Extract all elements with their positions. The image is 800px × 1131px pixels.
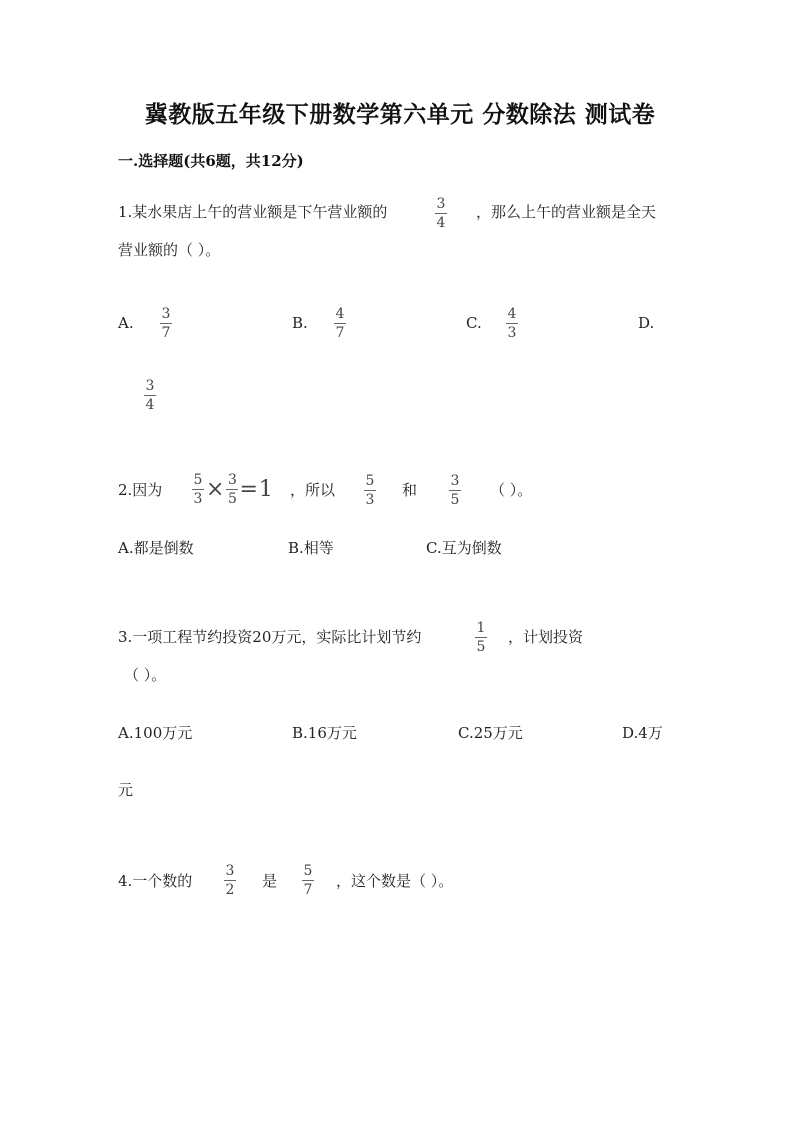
question-2-text-mid2: 和	[402, 481, 418, 499]
question-4-text-prefix: 4.一个数的	[118, 872, 193, 890]
question-2-equation	[192, 472, 273, 507]
page-title: 冀教版五年级下册数学第六单元 分数除法 测试卷	[144, 101, 656, 128]
question-4-fraction-2	[302, 863, 314, 898]
fraction-numerator: 3	[436, 196, 446, 212]
fraction-bar	[475, 637, 487, 638]
fraction-numerator: 1	[476, 620, 486, 636]
question-3-text-suffix: ，计划投资	[508, 628, 584, 646]
equation-fraction-2	[226, 472, 238, 507]
question-3-fraction	[475, 620, 487, 655]
fraction-numerator: 4	[335, 306, 345, 322]
fraction-denominator: 4	[145, 397, 155, 413]
fraction-bar	[506, 323, 518, 324]
fraction-denominator: 7	[161, 325, 171, 341]
question-3-text-line2: （ ）。	[124, 666, 167, 684]
fraction-numerator: 5	[303, 863, 313, 879]
question-1-option-b-fraction[interactable]	[334, 306, 346, 341]
question-3-option-c[interactable]: C.25万元	[458, 724, 523, 742]
question-2-option-c[interactable]: C.互为倒数	[426, 539, 502, 557]
fraction-denominator: 4	[436, 215, 446, 231]
question-2-text-prefix: 2.因为	[118, 481, 163, 499]
question-1-option-a-fraction[interactable]	[160, 306, 172, 341]
question-2-fraction-2	[449, 473, 461, 508]
question-3-option-d[interactable]: D.4万	[622, 724, 663, 742]
question-2-fraction-1	[364, 473, 376, 508]
multiply-sign: ×	[206, 476, 225, 502]
fraction-bar	[226, 489, 238, 490]
question-1-text-prefix: 1.某水果店上午的营业额是下午营业额的	[118, 203, 388, 221]
question-1-option-a-label[interactable]: A.	[118, 314, 134, 332]
fraction-bar	[192, 489, 204, 490]
question-2-text-suffix: （ ）。	[490, 481, 533, 499]
question-3-option-d-wrap: 元	[118, 781, 134, 799]
fraction-denominator: 5	[450, 492, 460, 508]
fraction-bar	[302, 880, 314, 881]
question-2-text-mid1: ，所以	[290, 481, 336, 499]
question-3-option-a[interactable]: A.100万元	[118, 724, 193, 742]
fraction-numerator: 3	[227, 472, 237, 488]
fraction-numerator: 5	[365, 473, 375, 489]
fraction-numerator: 4	[507, 306, 517, 322]
question-1-option-c-fraction[interactable]	[506, 306, 518, 341]
fraction-numerator: 3	[225, 863, 235, 879]
equation-result: 1	[258, 477, 273, 502]
fraction-bar	[224, 880, 236, 881]
fraction-bar	[435, 213, 447, 214]
question-4-fraction-1	[224, 863, 236, 898]
fraction-numerator: 3	[161, 306, 171, 322]
fraction-denominator: 7	[303, 882, 313, 898]
fraction-denominator: 7	[335, 325, 345, 341]
question-2-option-b[interactable]: B.相等	[288, 539, 334, 557]
fraction-denominator: 5	[476, 639, 486, 655]
fraction-denominator: 3	[193, 491, 203, 507]
question-1-option-c-label[interactable]: C.	[466, 314, 482, 332]
question-3-option-b[interactable]: B.16万元	[292, 724, 357, 742]
fraction-denominator: 3	[365, 492, 375, 508]
question-1-option-d-fraction[interactable]	[144, 378, 156, 413]
question-4-text-mid: 是	[262, 872, 278, 890]
fraction-bar	[364, 490, 376, 491]
fraction-denominator: 3	[507, 325, 517, 341]
fraction-bar	[144, 395, 156, 396]
fraction-bar	[160, 323, 172, 324]
fraction-denominator: 2	[225, 882, 235, 898]
fraction-numerator: 5	[193, 472, 203, 488]
question-1-option-d-label[interactable]: D.	[638, 314, 655, 332]
question-1-fraction	[435, 196, 447, 231]
question-1-option-b-label[interactable]: B.	[292, 314, 308, 332]
question-1-text-suffix: ，那么上午的营业额是全天	[476, 203, 657, 221]
question-2-option-a[interactable]: A.都是倒数	[118, 539, 194, 557]
fraction-bar	[449, 490, 461, 491]
equals-sign: =	[239, 476, 258, 502]
fraction-bar	[334, 323, 346, 324]
question-3-text-prefix: 3.一项工程节约投资20万元，实际比计划节约	[118, 628, 422, 646]
question-4-text-suffix: ，这个数是（ ）。	[336, 872, 454, 890]
question-1-text-line2: 营业额的（ ）。	[118, 241, 221, 259]
fraction-numerator: 3	[145, 378, 155, 394]
section-title: 一.选择题(共6题，共12分)	[118, 152, 304, 170]
fraction-numerator: 3	[450, 473, 460, 489]
fraction-denominator: 5	[227, 491, 237, 507]
equation-fraction-1	[192, 472, 204, 507]
